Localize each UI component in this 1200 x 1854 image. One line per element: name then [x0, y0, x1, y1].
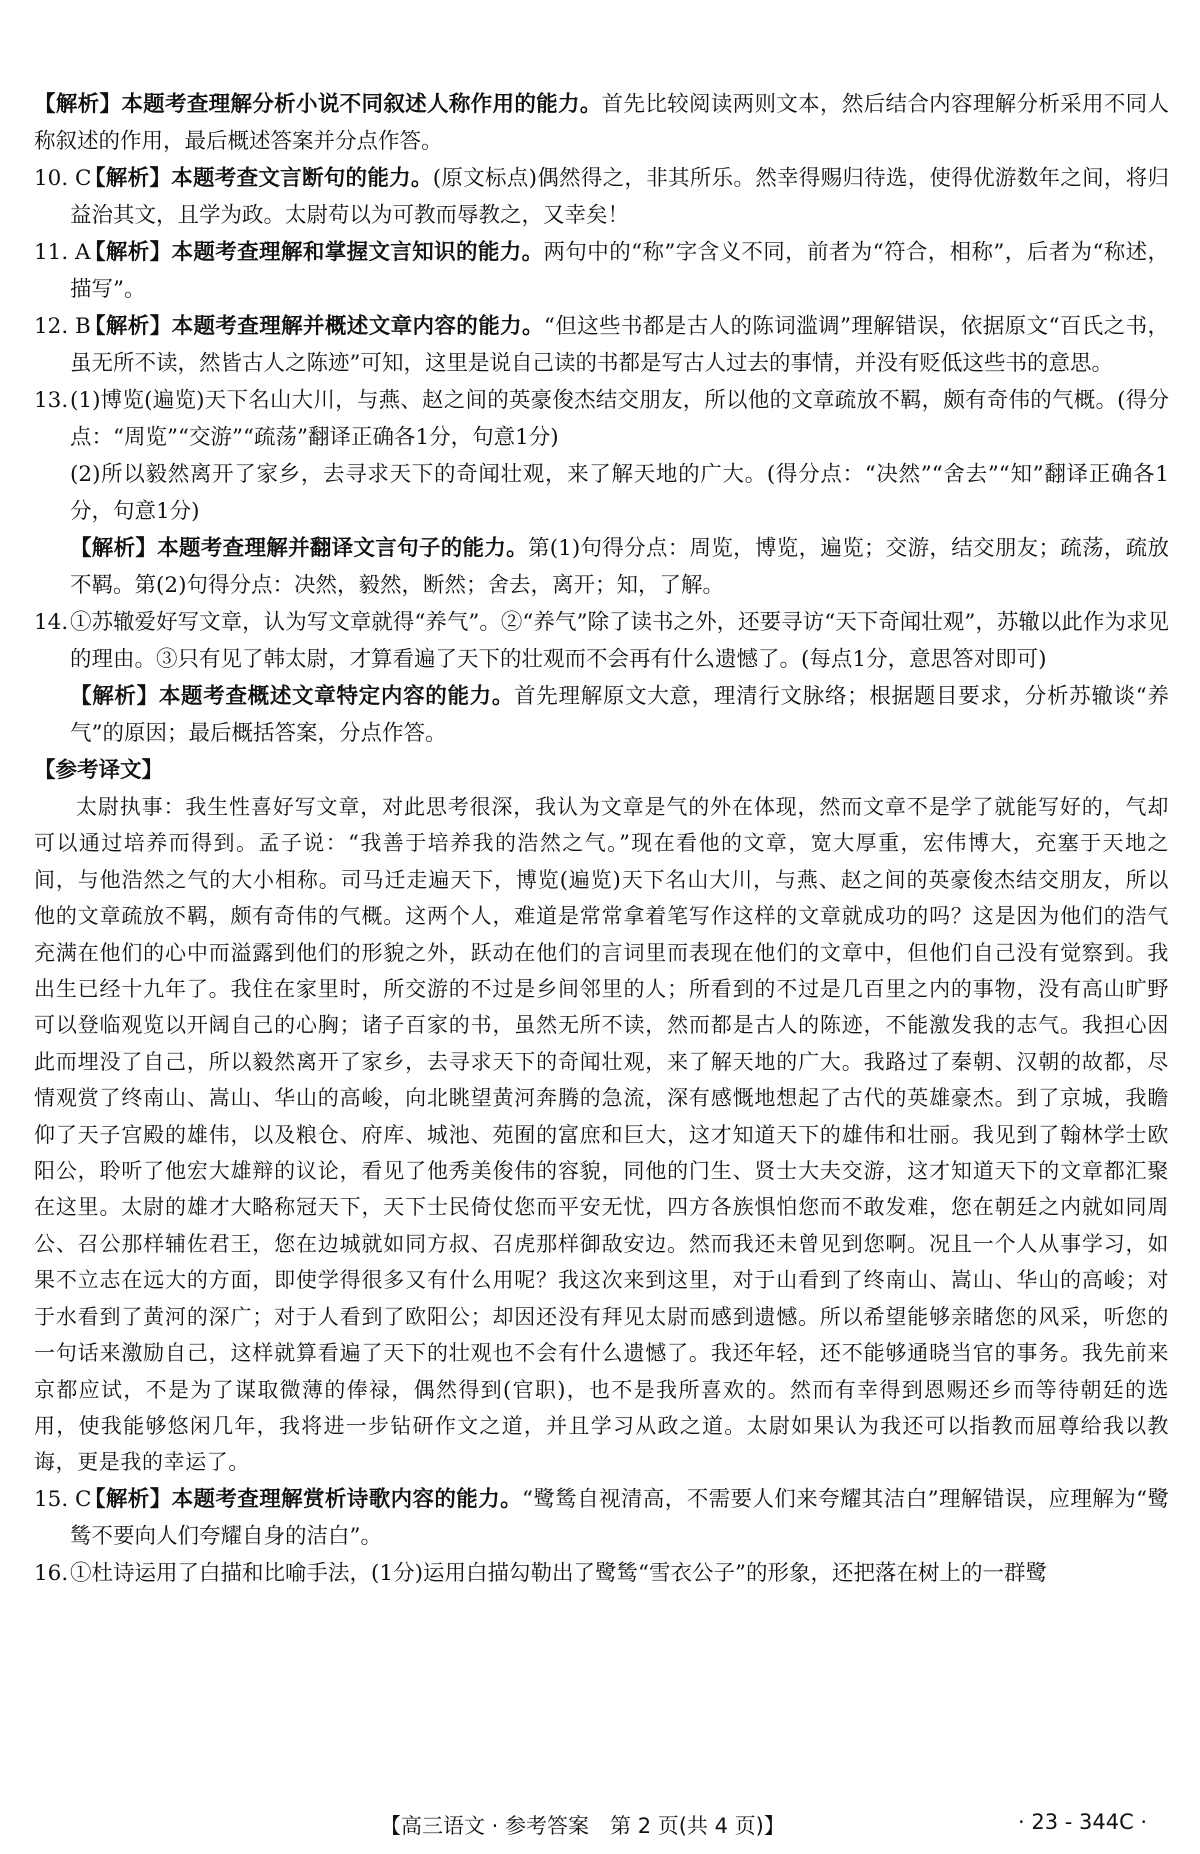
question-10 — [34, 160, 1169, 234]
question-13-part-2 — [34, 456, 1169, 530]
question-number: 14. — [34, 610, 69, 635]
answer-part-1: (1)博览(遍览)天下名山大川，与燕、赵之间的英豪俊杰结交朋友，所以他的文章疏放不羁，颇有奇伟的气概。(得分点：“周览”“交游”“疏荡”翻译正确各1分，句意1分) — [70, 388, 1169, 450]
footer-code: · 23 - 344C · — [1018, 1810, 1148, 1834]
question-14 — [34, 604, 1169, 678]
analysis-tag: 【解析】 — [70, 536, 158, 561]
analysis-text: 第(1)句得分点：周览，博览，遍览；交游，结交朋友；疏荡，疏放不羁。第(2)句得分点：决然，毅然，断然；舍去，离开；知，了解。 — [70, 536, 1169, 598]
analysis-lead: 本题考查理解赏析诗歌内容的能力。 — [171, 1486, 523, 1512]
analysis-tag: 【解析】 — [84, 1486, 172, 1512]
analysis-tag: 【解析】 — [84, 314, 172, 339]
analysis-lead: 本题考查理解并翻译文言句子的能力。 — [157, 536, 528, 561]
translation-body: 太尉执事：我生性喜好写文章，对此思考很深，我认为文章是气的外在体现，然而文章不是学了就能写好的，气却可以通过培养而得到。孟子说：“我善于培养我的浩然之气。”现在看他的文章，宽大厚重，宏伟博大，充塞于天地之间，与他浩然之气的大小相称。司马迁走遍天下，博览(遍览)天下名山大川，与燕、赵之间的英豪俊杰结交朋友，所以他的文章疏放不羁，颇有奇伟的气概。这两个人，难道是常常拿着笔写作这样的文章就成功的吗？这是因为他们的浩气充满在他们的心中而溢露到他们的形貌之外，跃动在他们的言词里而表现在他们的文章中，但他们自己没有觉察到。我出生已经十九年了。我住在家里时，所交游的不过是乡间邻里的人；所看到的不过是几百里之内的事物，没有高山旷野可以登临观览以开阔自己的心胸；诸子百家的书，虽然无所不读，然而都是古人的陈迹，不能激发我的志气。我担心因此而埋没了自己，所以毅然离开了家乡，去寻求天下的奇闻壮观，来了解天地的广大。我路过了秦朝、汉朝的故都，尽情观赏了终南山、嵩山、华山的高峻，向北眺望黄河奔腾的急流，深有感慨地想起了古代的英雄豪杰。到了京城，我瞻仰了天子宫殿的雄伟，以及粮仓、府库、城池、苑囿的富庶和巨大，这才知道天下的雄伟和壮丽。我见到了翰林学士欧阳公，聆听了他宏大雄辩的议论，看见了他秀美俊伟的容貌，同他的门生、贤士大夫交游，这才知道天下的文章都汇聚在这里。太尉的雄才大略称冠天下，天下士民倚仗您而平安无忧，四方各族惧怕您而不敢发难，您在朝廷之内就如同周公、召公那样辅佐君王，您在边城就如同方叔、召虎那样御敌安边。然而我还未曾见到您啊。况且一个人从事学习，如果不立志在远大的方面，即使学得很多又有什么用呢？我这次来到这里，对于山看到了终南山、嵩山、华山的高峻；对于水看到了黄河的深广；对于人看到了欧阳公；却因还没有拜见太尉而感到遗憾。所以希望能够亲睹您的风采，听您的一句话来激励自己，这样就算看遍了天下的壮观也不会有什么遗憾了。我还年轻，还不能够通晓当官的事务。我先前来京都应试，不是为了谋取微薄的俸禄，偶然得到(官职)，也不是我所喜欢的。然而有幸得到恩赐还乡而等待朝廷的选用，使我能够悠闲几年，我将进一步钻研作文之道，并且学习从政之道。太尉如果认为我还可以指教而屈尊给我以教诲，更是我的幸运了。 — [34, 795, 1169, 1475]
question-number: 12. B — [34, 314, 91, 339]
question-number: 10. C — [34, 166, 92, 191]
analysis-text: (原文标点)偶然得之，非其所乐。然幸得赐归待选，使得优游数年之间，将归益治其文，且学为政。太尉苟以为可教而辱教之，又幸矣！ — [70, 166, 1169, 228]
analysis-text: “鹭鸶自视清高，不需要人们来夸耀其洁白”理解错误，应理解为“鹭鸶不要向人们夸耀自身的洁白”。 — [70, 1486, 1169, 1549]
question-13-part-1 — [34, 382, 1169, 456]
answer-text: ①苏辙爱好写文章，认为写文章就得“养气”。②“养气”除了读书之外，还要寻访“天下奇闻壮观”，苏辙以此作为求见的理由。③只有见了韩太尉，才算看遍了天下的壮观而不会再有什么遗憾了。(每点1分，意思答对即可) — [70, 610, 1169, 672]
question-15 — [34, 1481, 1169, 1555]
analysis-text: 两句中的“称”字含义不同，前者为“符合，相称”，后者为“称述，描写”。 — [70, 240, 1169, 302]
analysis-lead: 本题考查理解分析小说不同叙述人称作用的能力。 — [121, 92, 602, 117]
question-16 — [34, 1555, 1169, 1592]
question-14-analysis — [34, 678, 1169, 752]
analysis-lead: 本题考查文言断句的能力。 — [171, 166, 433, 191]
analysis-lead: 本题考查理解并概述文章内容的能力。 — [171, 314, 544, 339]
analysis-text: 首先比较阅读两则文本，然后结合内容理解分析采用不同人称叙述的作用，最后概述答案并分点作答。 — [34, 92, 1169, 154]
analysis-lead: 本题考查概述文章特定内容的能力。 — [158, 684, 515, 709]
question-11 — [34, 234, 1169, 308]
question-number: 15. C — [34, 1486, 92, 1512]
question-number: 11. A — [34, 240, 91, 265]
analysis-tag: 【解析】 — [84, 166, 172, 191]
footer-page-info: 【高三语文 · 参考答案 第 2 页(共 4 页)】 — [380, 1814, 785, 1838]
top-analysis — [34, 86, 1169, 160]
analysis-text: 首先理解原文大意，理清行文脉络；根据题目要求，分析苏辙谈“养气”的原因；最后概括答案，分点作答。 — [70, 684, 1169, 746]
analysis-text: “但这些书都是古人的陈词滥调”理解错误，依据原文“百氏之书，虽无所不读，然皆古人之陈迹”可知，这里是说自己读的书都是写古人过去的事情，并没有贬低这些书的意思。 — [70, 314, 1169, 376]
question-number: 16. — [34, 1560, 69, 1586]
question-13-analysis — [34, 530, 1169, 604]
analysis-tag: 【解析】 — [34, 92, 122, 117]
page-footer — [0, 1810, 1200, 1842]
page-content — [34, 86, 1169, 1592]
answer-part-2: (2)所以毅然离开了家乡，去寻求天下的奇闻壮观，来了解天地的广大。(得分点：“决然”“舍去”“知”翻译正确各1分，句意1分) — [70, 462, 1169, 524]
analysis-lead: 本题考查理解和掌握文言知识的能力。 — [171, 240, 544, 265]
analysis-tag: 【解析】 — [84, 240, 172, 265]
answer-text: ①杜诗运用了白描和比喻手法，(1分)运用白描勾勒出了鹭鸶“雪衣公子”的形象，还把落在树上的一群鹭 — [70, 1560, 1047, 1586]
translation-heading: 【参考译文】 — [34, 758, 164, 783]
analysis-tag: 【解析】 — [70, 684, 159, 709]
question-number: 13. — [34, 388, 69, 413]
question-12 — [34, 308, 1169, 382]
